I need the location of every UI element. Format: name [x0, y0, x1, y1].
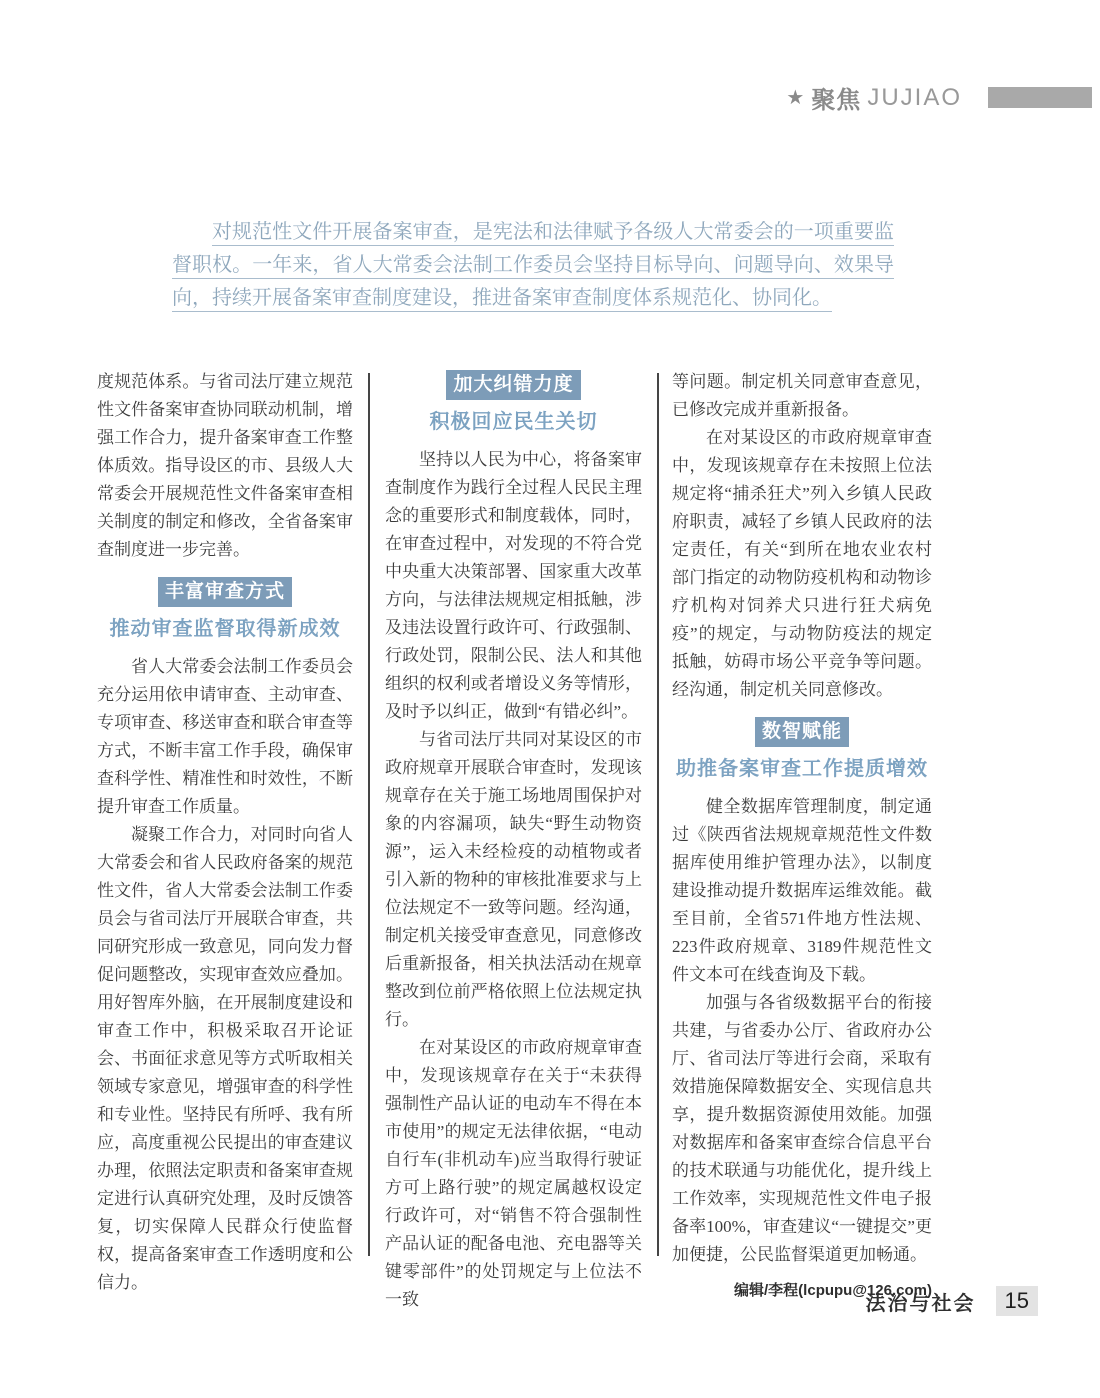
- section-heading-highlight: 丰富审查方式: [158, 577, 292, 607]
- section-heading: [97, 577, 353, 644]
- page-footer: [866, 1286, 1038, 1316]
- body-paragraph: 坚持以人民为中心，将备案审查制度作为践行全过程人民民主理念的重要形式和制度载体，同时，在审查过程中，对发现的不符合党中央重大决策部署、国家重大改革方向，与法律法规规定相抵触，涉及违法设置行政许可、行政强制、行政处罚，限制公民、法人和其他组织的权利或者增设义务等情形，及时予以纠正，做到“有错必纠”。: [385, 450, 642, 721]
- star-icon: ★: [786, 87, 806, 109]
- body-paragraph: 凝聚工作合力，对同时向省人大常委会和省人民政府备案的规范性文件，省人大常委会法制工作委员会与省司法厅开展联合审查，共同研究形成一致意见，同向发力督促问题整改，实现审查效应叠加。用好智库外脑，在开展制度建设和审查工作中，积极采取召开论证会、书面征求意见等方式听取相关领域专家意见，增强审查的科学性和专业性。坚持民有所呼、我有所应，高度重视公民提出的审查建议办理，依照法定职责和备案审查规定进行认真研究处理，及时反馈答复，切实保障人民群众行使监督权，提高备案审查工作透明度和公信力。: [97, 825, 353, 1292]
- running-head: [786, 80, 1092, 115]
- running-head-title: [786, 80, 962, 115]
- body-paragraph: 在对某设区的市政府规章审查中，发现该规章存在未按照上位法规定将“捕杀狂犬”列入乡镇人民政府职责，减轻了乡镇人民政府的法定责任，有关“到所在地农业农村部门指定的动物防疫机构和动物诊疗机构对饲养犬只进行狂犬病免疫”的规定，与动物防疫法的规定抵触，妨碍市场公平竞争等问题。经沟通，制定机关同意修改。: [672, 428, 932, 699]
- body-paragraph: 等问题。制定机关同意审查意见，已修改完成并重新报备。: [672, 372, 932, 419]
- header-subtitle: JUJIAO: [867, 83, 962, 111]
- body-paragraph: 省人大常委会法制工作委员会充分运用依申请审查、主动审查、专项审查、移送审查和联合审查等方式，不断丰富工作手段，确保审查科学性、精准性和时效性，不断提升审查工作质量。: [97, 657, 353, 816]
- body-paragraph: 度规范体系。与省司法厅建立规范性文件备案审查协同联动机制，增强工作合力，提升备案审查工作整体质效。指导设区的市、县级人大常委会开展规范性文件备案审查相关制度的制定和修改，全省备案审查制度进一步完善。: [97, 372, 353, 559]
- header-bar: [988, 87, 1092, 108]
- column-2: [385, 368, 642, 1314]
- page-number: 15: [996, 1286, 1038, 1316]
- section-heading-subtitle: 助推备案审查工作提质增效: [676, 758, 928, 780]
- section-heading: [385, 370, 642, 437]
- body-paragraph: 加强与各省级数据平台的衔接共建，与省委办公厅、省政府办公厅、省司法厅等进行会商，采取有效措施保障数据安全、实现信息共享，提升数据资源使用效能。加强对数据库和备案审查综合信息平台的技术联通与功能优化，提升线上工作效率，实现规范性文件电子报备率100%，审查建议“一键提交”更加便捷，公民监督渠道更加畅通。: [672, 993, 932, 1264]
- editor-credit: 编辑/李程(lcpupu@126.com): [734, 1282, 932, 1299]
- body-paragraph: 与省司法厅共同对某设区的市政府规章开展联合审查时，发现该规章存在关于施工场地周围保护对象的内容漏项，缺失“野生动物资源”，运入未经检疫的动植物或者引入新的物种的审核批准要求与上位法规定不一致等问题。经沟通，制定机关接受审查意见，同意修改后重新报备，相关执法活动在规章整改到位前严格依照上位法规定执行。: [385, 730, 642, 1029]
- column-1: [97, 368, 353, 1297]
- journal-name: 法治与社会: [865, 1292, 976, 1315]
- column-3: [672, 368, 932, 1305]
- section-heading: [672, 717, 932, 784]
- body-paragraph: 在对某设区的市政府规章审查中，发现该规章存在关于“未获得强制性产品认证的电动车不得在本市使用”的规定无法律依据，“电动自行车(非机动车)应当取得行驶证方可上路行驶”的规定属越权设定行政许可，对“销售不符合强制性产品认证的配备电池、充电器等关键零部件”的处罚规定与上位法不一致: [385, 1038, 642, 1309]
- header-title: 聚焦: [811, 87, 862, 114]
- section-heading-subtitle: 积极回应民生关切: [429, 411, 598, 433]
- standfirst: 对规范性文件开展备案审查，是宪法和法律赋予各级人大常委会的一项重要监督职权。一年来，省人大常委会法制工作委员会坚持目标导向、问题导向、效果导向，持续开展备案审查制度建设，推进备案审查制度体系规范化、协同化。: [172, 221, 894, 309]
- body-paragraph: 健全数据库管理制度，制定通过《陕西省法规规章规范性文件数据库使用维护管理办法》，以制度建设推动提升数据库运维效能。截至目前，全省571件地方性法规、223件政府规章、3189件规范性文件文本可在线查询及下载。: [672, 797, 932, 984]
- column-divider: [368, 373, 370, 1256]
- section-heading-highlight: 加大纠错力度: [446, 370, 580, 400]
- section-heading-subtitle: 推动审查监督取得新成效: [109, 618, 341, 640]
- section-heading-highlight: 数智赋能: [755, 717, 849, 747]
- column-divider: [657, 373, 659, 1256]
